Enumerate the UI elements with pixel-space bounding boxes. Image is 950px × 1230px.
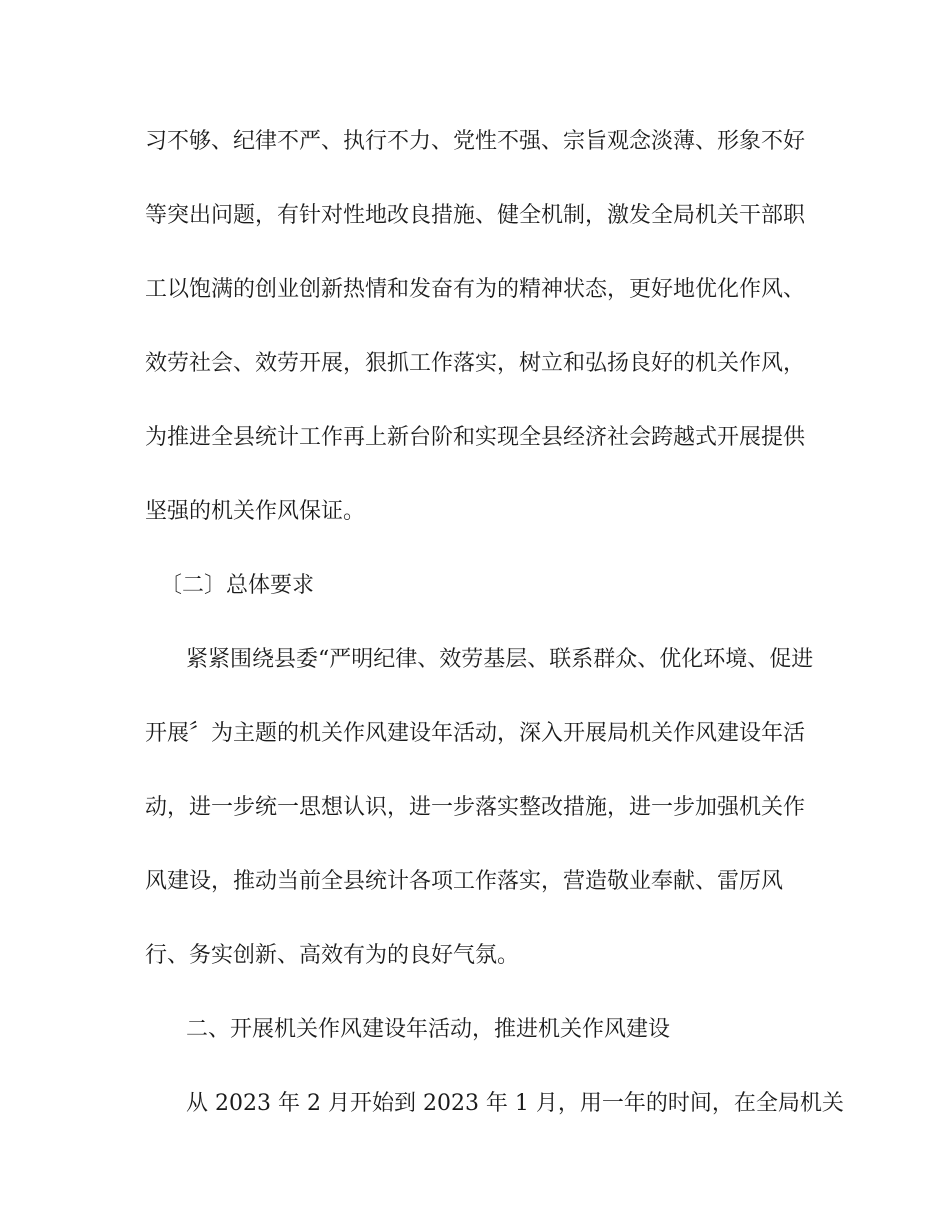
section-heading: 〔二〕总体要求 bbox=[160, 573, 315, 598]
body-text-line: 为推进全县统计工作再上新台阶和实现全县经济社会跨越式开展提供 bbox=[145, 425, 806, 450]
body-text-line: 风建设，推动当前全县统计各项工作落实，营造敬业奉献、雷厉风 bbox=[145, 869, 784, 894]
body-text-line: 开展〞为主题的机关作风建设年活动，深入开展局机关作风建设年活 bbox=[145, 721, 806, 746]
body-text-line: 从 2023 年 2 月开始到 2023 年 1 月，用一年的时间，在全局机关 bbox=[186, 1091, 844, 1116]
body-text-line: 动，进一步统一思想认识，进一步落实整改措施，进一步加强机关作 bbox=[145, 795, 806, 820]
body-text-line: 等突出问题，有针对性地改良措施、健全机制，激发全局机关干部职 bbox=[145, 203, 806, 228]
section-heading: 二、开展机关作风建设年活动，推进机关作风建设 bbox=[186, 1017, 671, 1042]
body-text-line: 工以饱满的创业创新热情和发奋有为的精神状态，更好地优化作风、 bbox=[145, 277, 806, 302]
body-text-line: 效劳社会、效劳开展，狠抓工作落实，树立和弘扬良好的机关作风， bbox=[145, 351, 806, 376]
body-text-line: 行、务实创新、高效有为的良好气氛。 bbox=[145, 943, 520, 968]
body-text-line: 紧紧围绕县委“严明纪律、效劳基层、联系群众、优化环境、促进 bbox=[186, 647, 814, 672]
body-text-line: 习不够、纪律不严、执行不力、党性不强、宗旨观念淡薄、形象不好 bbox=[145, 129, 806, 154]
body-text-line: 坚强的机关作风保证。 bbox=[145, 499, 366, 524]
